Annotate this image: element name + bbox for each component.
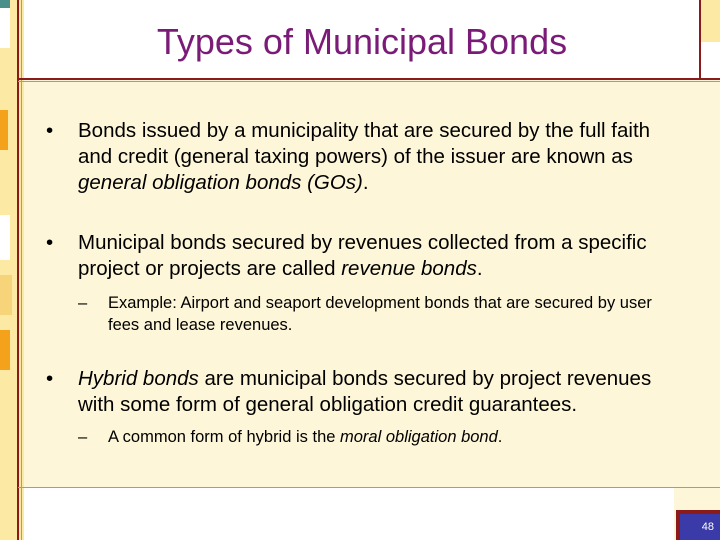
bullet-icon: • [46,367,54,390]
decor-block [0,330,10,370]
page-number: 48 [680,514,720,540]
sub-bullet-text: Example: Airport and seaport development bonds that are secured by user fees and lease revenues. [108,294,652,334]
decor-block [0,8,10,48]
sub-bullet-item [40,292,680,336]
bullet-emphasis: general obligation bonds (GOs) [78,171,363,194]
bullet-emphasis: revenue bonds [341,257,477,280]
bullet-text: . [476,257,483,280]
decor-block [0,110,8,150]
sub-bullet-text: . [497,428,503,446]
bullet-item [40,118,680,196]
decor-block [0,275,12,315]
footer-band [24,488,674,540]
bullet-text: are municipal bonds secured by project revenues with some form of general obligation credit guarantees. [78,367,652,416]
bullet-text: . [362,171,369,194]
slide-title: Types of Municipal Bonds [156,21,568,62]
bullet-item [40,366,680,418]
sub-bullet-text: A common form of hybrid is the [108,428,341,446]
sub-bullet-item [40,426,680,448]
decor-block [0,0,10,8]
sub-bullet-emphasis: moral obligation bond [340,428,498,446]
bullet-item [40,230,680,282]
dash-icon: – [78,428,88,446]
bullet-emphasis: Hybrid bonds [78,367,199,390]
bullet-text: Municipal bonds secured by revenues collected from a specific project or projects are called [78,231,647,280]
bullet-list [40,118,680,448]
dash-icon: – [78,294,88,312]
bullet-icon: • [46,119,54,142]
decor-block [0,215,10,260]
frame-line-horizontal [18,78,720,80]
right-decor-bar [700,0,720,42]
frame-line-bottom [18,487,720,488]
bullet-icon: • [46,231,54,254]
bullet-text: Bonds issued by a municipality that are secured by the full faith and credit (general taxing powers) of the issuer are known as [78,119,651,168]
frame-line-horizontal-thin [18,81,720,82]
